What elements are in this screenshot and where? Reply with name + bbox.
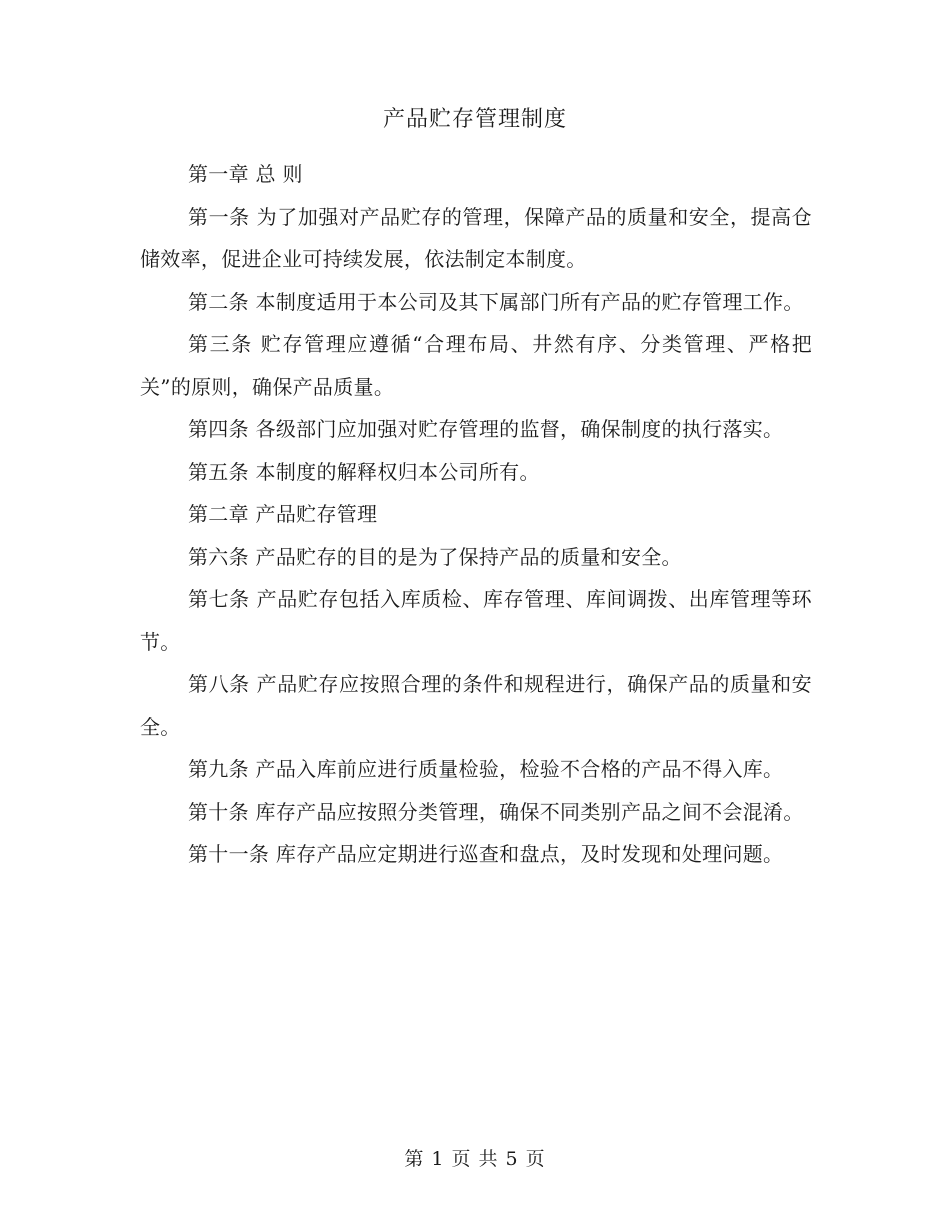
article-paragraph: 第五条 本制度的解释权归本公司所有。 xyxy=(188,459,540,484)
article-paragraph: 第四条 各级部门应加强对贮存管理的监督，确保制度的执行落实。 xyxy=(188,417,784,441)
article-paragraph: 第八条 产品贮存应按照合理的条件和规程进行，确保产品的质量和安全。 xyxy=(140,672,812,739)
chapter-heading: 第一章 总 则 xyxy=(188,162,303,186)
article-paragraph: 第三条 贮存管理应遵循“合理布局、井然有序、分类管理、严格把关”的原则，确保产品质量。 xyxy=(140,332,812,399)
article-paragraph: 第一条 为了加强对产品贮存的管理，保障产品的质量和安全，提高仓储效率，促进企业可持续发展，依法制定本制度。 xyxy=(140,204,812,271)
document-title: 产品贮存管理制度 xyxy=(382,107,567,132)
article-paragraph: 第九条 产品入库前应进行质量检验，检验不合格的产品不得入库。 xyxy=(188,757,784,781)
article-paragraph: 第六条 产品贮存的目的是为了保持产品的质量和安全。 xyxy=(188,544,682,569)
article-paragraph: 第十条 库存产品应按照分类管理，确保不同类别产品之间不会混淆。 xyxy=(188,799,804,824)
article-paragraph: 第十一条 库存产品应定期进行巡查和盘点，及时发现和处理问题。 xyxy=(188,842,784,866)
article-paragraph: 第七条 产品贮存包括入库质检、库存管理、库间调拨、出库管理等环节。 xyxy=(140,587,812,654)
chapter-heading: 第二章 产品贮存管理 xyxy=(188,502,378,526)
article-paragraph: 第二条 本制度适用于本公司及其下属部门所有产品的贮存管理工作。 xyxy=(188,289,804,314)
document-body xyxy=(140,153,812,876)
page-number-footer: 第 1 页 共 5 页 xyxy=(404,1148,546,1170)
